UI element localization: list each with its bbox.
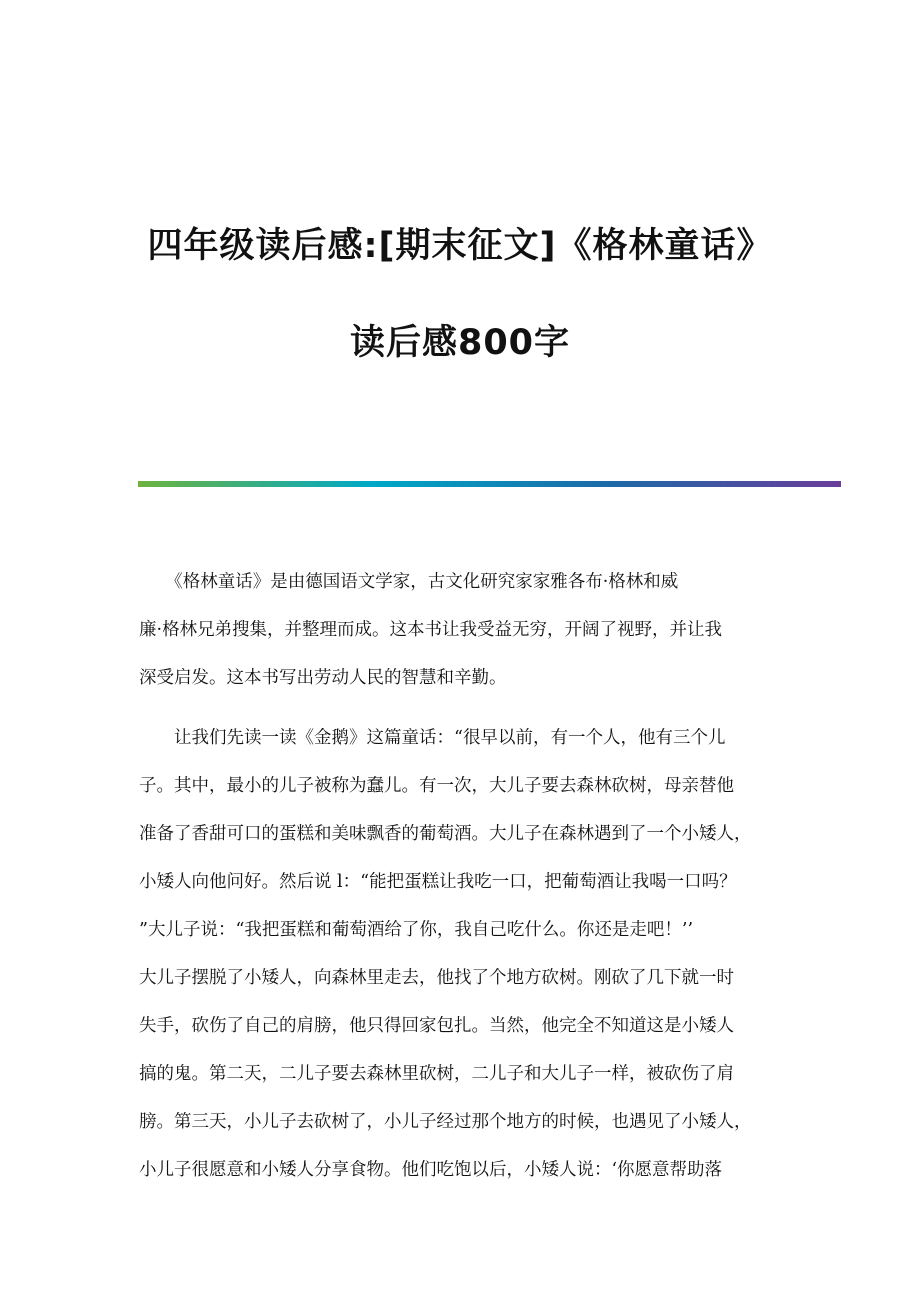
gradient-divider bbox=[138, 481, 841, 487]
paragraph-line: 搞的鬼。第二天，二儿子要去森林里砍树，二儿子和大儿子一样，被砍伤了肩 bbox=[139, 1064, 734, 1084]
paragraph-line: 小矮人向他问好。然后说 l：“能把蛋糕让我吃一口，把葡萄酒让我喝一口吗？ bbox=[139, 872, 737, 892]
paragraph-line: 小儿子很愿意和小矮人分享食物。他们吃饱以后，小矮人说：‘你愿意帮助落 bbox=[139, 1160, 723, 1180]
paragraph-line: 子。其中，最小的儿子被称为蠢儿。有一次，大儿子要去森林砍树，母亲替他 bbox=[139, 776, 734, 796]
paragraph-line: ”大儿子说：“我把蛋糕和葡萄酒给了你，我自己吃什么。你还是走吧！’’ bbox=[139, 920, 694, 940]
paragraph-line: 《格林童话》是由德国语文学家，古文化研究家家雅各布·格林和威 bbox=[139, 572, 679, 592]
paragraph-1 bbox=[139, 558, 789, 702]
paragraph-line: 准备了香甜可口的蛋糕和美味飘香的葡萄酒。大儿子在森林遇到了一个小矮人， bbox=[139, 824, 752, 844]
paragraph-2 bbox=[139, 714, 789, 1194]
paragraph-line: 失手，砍伤了自己的肩膀，他只得回家包扎。当然，他完全不知道这是小矮人 bbox=[139, 1016, 734, 1036]
paragraph-line: 大儿子摆脱了小矮人，向森林里走去，他找了个地方砍树。刚砍了几下就一时 bbox=[139, 968, 734, 988]
paragraph-line: 深受启发。这本书写出劳动人民的智慧和辛勤。 bbox=[139, 668, 507, 688]
document-title-line-2: 读后感800字 bbox=[349, 323, 571, 363]
paragraph-line: 膀。第三天，小儿子去砍树了，小儿子经过那个地方的时候，也遇见了小矮人， bbox=[139, 1112, 752, 1132]
paragraph-line: 让我们先读一读《金鹅》这篇童话：“很早以前，有一个人，他有三个儿 bbox=[139, 728, 726, 748]
document-title-line-1: 四年级读后感:[期末征文]《格林童话》 bbox=[147, 226, 773, 266]
paragraph-line: 廉·格林兄弟搜集，并整理而成。这本书让我受益无穷，开阔了视野，并让我 bbox=[139, 620, 723, 640]
